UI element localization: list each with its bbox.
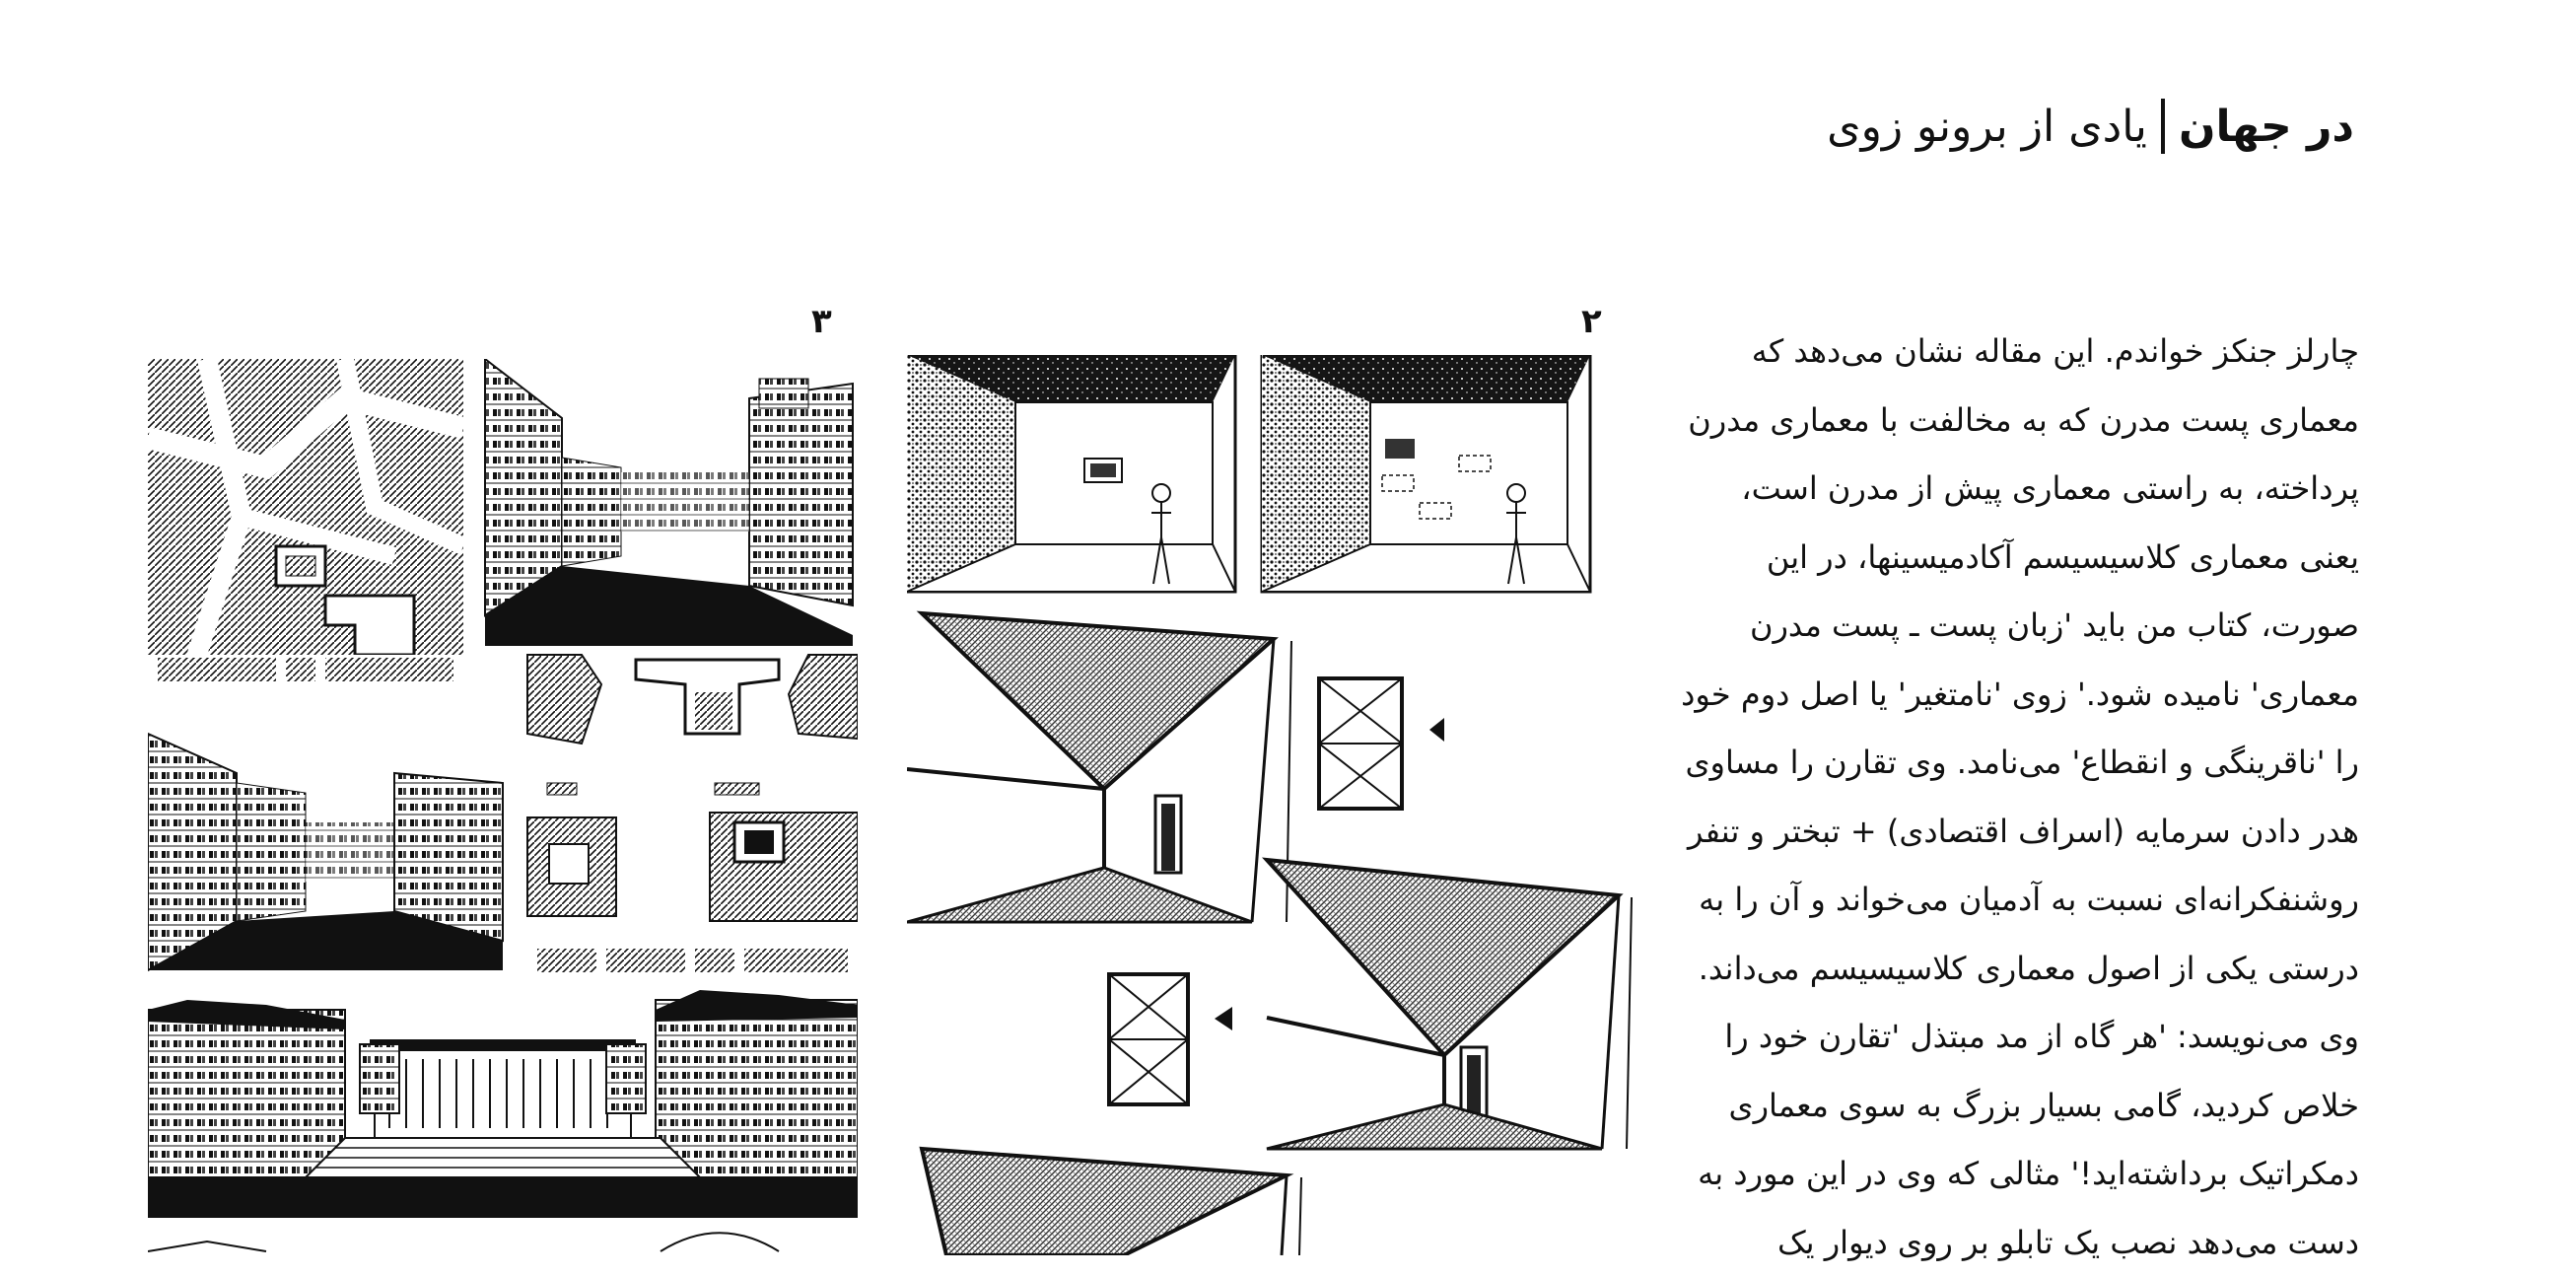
- body-line: درستی یکی از اصول معماری کلاسیسیسم می‌داند.: [1649, 935, 2359, 1004]
- body-line: وی می‌نویسد: 'هر گاه از مد مبتذل 'تقارن خود را: [1649, 1003, 2359, 1072]
- body-line: معماری پست مدرن که به مخالفت با معماری مدرن: [1649, 387, 2359, 456]
- perspective-sketch-1: [907, 613, 1291, 922]
- street-panorama: [148, 990, 858, 1251]
- urban-plan-1: [148, 359, 463, 684]
- figure-3-urban-sketches: [148, 359, 858, 1255]
- street-view-1: [485, 359, 853, 645]
- page-header: [1827, 99, 2354, 154]
- figure-2-sketches: [907, 355, 1636, 1255]
- body-line: چارلز جنکز خواندم. این مقاله نشان می‌دهد که: [1649, 318, 2359, 387]
- perspective-sketch-3: [922, 1149, 1301, 1255]
- room-sketch-2: [1262, 355, 1590, 592]
- figure-2-number: ۲: [1581, 302, 1602, 341]
- body-line: معماری' نامیده شود.' زوی 'نامتغیر' یا اصل دوم خود: [1649, 661, 2359, 730]
- window-icon-1: [1319, 678, 1444, 809]
- street-view-2: [148, 734, 503, 970]
- article-body: [1649, 318, 2359, 1277]
- room-sketch-1: [907, 355, 1235, 592]
- body-line: خلاص کردید، گامی بسیار بزرگ به سوی معماری: [1649, 1072, 2359, 1141]
- body-line: یعنی معماری کلاسیسیسم آکادمیسینها، در این: [1649, 524, 2359, 593]
- urban-plan-2: [527, 655, 858, 980]
- body-line: صورت، کتاب من باید 'زبان پست ـ پست مدرن: [1649, 592, 2359, 661]
- body-line: دست می‌دهد نصب یک تابلو بر روی دیوار یک: [1649, 1209, 2359, 1277]
- body-line: را 'ناقرینگی و انقطاع' می‌نامد. وی تقارن را مساوی: [1649, 729, 2359, 798]
- article-title: یادی از برونو زوی: [1827, 102, 2147, 152]
- body-line: روشنفکرانه‌ای نسبت به آدمیان می‌خواند و آن را به: [1649, 866, 2359, 935]
- body-line: دمکراتیک برداشته‌اید!' مثالی که وی در این مورد به: [1649, 1140, 2359, 1209]
- section-name: در جهان: [2179, 102, 2354, 152]
- perspective-sketch-2: [1267, 860, 1632, 1149]
- body-line: هدر دادن سرمایه (اسراف اقتصادی) + تبختر و تنفر: [1649, 798, 2359, 867]
- figure-3-number: ۳: [811, 302, 832, 341]
- body-line: پرداخته، به راستی معماری پیش از مدرن است،: [1649, 455, 2359, 524]
- window-icon-2: [1109, 974, 1232, 1104]
- header-divider: [2161, 99, 2165, 154]
